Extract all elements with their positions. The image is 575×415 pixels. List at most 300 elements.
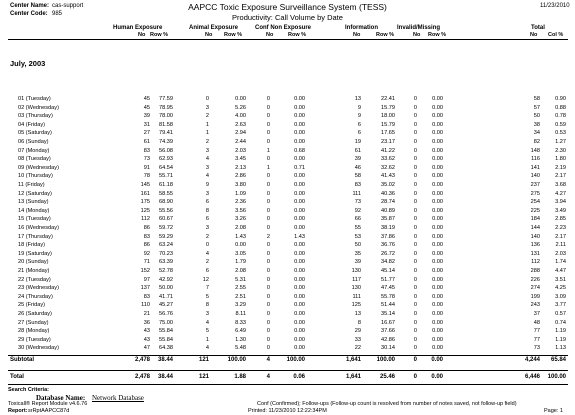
table-row	[0, 225, 575, 234]
cell-invalid-no: 0	[413, 190, 417, 197]
cell-total-no: 48	[533, 319, 540, 326]
table-row	[0, 130, 575, 139]
cell-total-no: 50	[533, 113, 540, 120]
cell-row-label: 11 (Friday)	[18, 182, 45, 188]
cell-animal-no: 12	[202, 276, 209, 283]
cell-info-no: 83	[354, 182, 361, 188]
cell-info-no: 55	[354, 225, 361, 231]
cell-animal-no: 1	[205, 336, 209, 343]
cell-invalid-row-pct: 0.00	[432, 182, 443, 188]
cell-human-row-pct: 50.00	[159, 285, 173, 292]
cell-info-row-pct: 23.17	[381, 139, 395, 145]
cell-invalid-row-pct: 0.00	[431, 357, 443, 363]
cell-animal-row-pct: 2.86	[235, 173, 246, 180]
cell-human-row-pct: 56.76	[159, 311, 173, 317]
cell-total-col-pct: 0.59	[555, 121, 566, 128]
cell-conf-no: 0	[266, 225, 270, 231]
cell-human-no: 78	[143, 173, 150, 180]
center-code-label: Center Code:	[10, 11, 48, 17]
cell-invalid-row-pct: 0.00	[432, 225, 443, 231]
cell-human-row-pct: 61.18	[159, 182, 173, 188]
module-version: Toxicall® Report Module v4.6.76	[8, 401, 88, 407]
cell-human-row-pct: 64.54	[159, 164, 173, 171]
table-row	[0, 234, 575, 243]
cell-info-no: 125	[351, 302, 361, 309]
cell-human-row-pct: 55.84	[159, 336, 173, 343]
cell-invalid-no: 0	[413, 216, 417, 223]
cell-human-row-pct: 55.71	[159, 173, 173, 180]
cell-row-label: 10 (Thursday)	[18, 173, 53, 180]
col-human-exposure: Human Exposure	[113, 25, 163, 31]
cell-animal-no: 6	[205, 199, 209, 206]
sub-animal-no: No	[205, 32, 213, 38]
cell-info-no: 35	[354, 250, 361, 257]
cell-human-no: 36	[143, 319, 150, 326]
cell-human-no: 145	[140, 182, 150, 188]
cell-invalid-row-pct: 0.00	[432, 147, 443, 154]
cell-info-row-pct: 37.86	[381, 233, 395, 240]
cell-row-label: 04 (Friday)	[18, 121, 46, 128]
cell-conf-no: 4	[266, 374, 270, 380]
cell-total-no: 57	[533, 104, 540, 111]
cell-info-row-pct: 41.43	[381, 173, 395, 180]
table-row	[0, 139, 575, 148]
cell-conf-row-pct: 0.00	[294, 268, 305, 274]
total-top-rule	[8, 370, 568, 371]
cell-conf-row-pct: 1.43	[294, 233, 305, 240]
cell-human-row-pct: 62.93	[159, 156, 173, 163]
cell-human-row-pct: 59.29	[159, 233, 173, 240]
cell-animal-row-pct: 2.08	[235, 225, 246, 231]
cell-invalid-row-pct: 0.00	[432, 113, 443, 120]
cell-invalid-no: 0	[413, 225, 417, 231]
cell-total-no: 288	[530, 268, 540, 274]
cell-invalid-row-pct: 0.00	[432, 336, 443, 343]
cell-info-no: 53	[354, 233, 361, 240]
cell-row-label: 06 (Sunday)	[18, 139, 49, 145]
table-row	[0, 242, 575, 251]
cell-human-row-pct: 58.55	[159, 190, 173, 197]
cell-human-no: 112	[141, 216, 150, 223]
cell-human-row-pct: 78.00	[159, 113, 173, 120]
cell-invalid-no: 0	[413, 276, 417, 283]
cell-total-no: 141	[530, 164, 540, 171]
cell-animal-no: 3	[205, 104, 209, 111]
cell-info-no: 33	[354, 336, 361, 343]
table-row	[0, 199, 575, 208]
cell-conf-row-pct: 0.00	[294, 113, 305, 120]
cell-invalid-row-pct: 0.00	[432, 242, 443, 249]
cell-animal-no: 6	[205, 268, 209, 274]
cell-animal-no: 0	[205, 242, 209, 249]
cell-info-no: 111	[352, 293, 361, 300]
table-row	[0, 285, 575, 294]
cell-conf-no: 0	[266, 130, 270, 137]
cell-conf-row-pct: 0.00	[294, 302, 305, 309]
cell-human-no: 110	[141, 302, 150, 309]
page-number: Page: 1	[544, 408, 563, 414]
cell-total-no: 140	[530, 233, 540, 240]
cell-animal-row-pct: 2.44	[235, 139, 246, 145]
cell-human-row-pct: 74.39	[159, 139, 173, 145]
total-row	[0, 374, 575, 383]
cell-animal-row-pct: 8.11	[235, 311, 246, 317]
cell-info-no: 1,641	[345, 357, 361, 363]
cell-invalid-row-pct: 0.00	[432, 268, 443, 274]
cell-row-label: 25 (Friday)	[18, 302, 46, 309]
cell-row-label: 08 (Tuesday)	[18, 156, 51, 163]
cell-row-label: 03 (Thursday)	[18, 113, 53, 120]
cell-total-col-pct: 2.17	[555, 233, 566, 240]
table-row	[0, 148, 575, 157]
cell-info-no: 117	[352, 276, 361, 283]
subtotal-row	[0, 357, 575, 366]
center-code-value: 985	[52, 11, 63, 17]
table-row	[0, 277, 575, 286]
cell-human-no: 43	[143, 336, 150, 343]
cell-animal-no: 4	[205, 345, 209, 352]
sub-total-col: Col %	[548, 32, 564, 38]
cell-human-no: 31	[143, 121, 150, 128]
sub-total-no: No	[530, 32, 538, 38]
cell-human-no: 45	[143, 96, 150, 102]
cell-total-col-pct: 1.27	[555, 139, 566, 145]
cell-total-no: 225	[530, 207, 540, 214]
cell-info-row-pct: 18.00	[381, 113, 395, 120]
table-row	[0, 294, 575, 303]
cell-conf-no: 0	[266, 113, 270, 120]
cell-invalid-row-pct: 0.00	[432, 96, 443, 102]
table-row	[0, 259, 575, 268]
cell-total-no: 82	[533, 139, 540, 145]
cell-conf-no: 1	[266, 164, 270, 171]
cell-info-row-pct: 37.66	[381, 328, 395, 335]
cell-row-label: 13 (Sunday)	[18, 199, 49, 206]
cell-total-col-pct: 2.19	[555, 164, 566, 171]
cell-conf-row-pct: 0.00	[294, 96, 305, 102]
cell-info-row-pct: 47.45	[381, 285, 395, 292]
cell-conf-no: 0	[266, 216, 270, 223]
cell-human-row-pct: 55.84	[159, 328, 173, 335]
cell-info-row-pct: 35.02	[381, 182, 395, 188]
cell-total-no: 199	[530, 293, 540, 300]
sub-invalid-no: No	[413, 32, 421, 38]
cell-invalid-no: 0	[413, 139, 417, 145]
cell-conf-row-pct: 0.71	[294, 164, 305, 171]
cell-conf-row-pct: 0.00	[294, 182, 305, 188]
cell-animal-row-pct: 6.49	[235, 328, 246, 335]
cell-info-no: 111	[352, 190, 361, 197]
report-id: srRptAAPCC87d	[28, 408, 70, 414]
cell-row-label: Subtotal	[10, 357, 34, 363]
conf-note: Conf (Confirmed); Follow-ups (Follow-up count is resolved from number of notes saved, not follow-up field)	[257, 401, 517, 407]
col-conf-non-exposure: Conf Non Exposure	[255, 25, 312, 31]
cell-human-row-pct: 64.38	[159, 345, 173, 352]
cell-row-label: 01 (Tuesday)	[18, 96, 51, 102]
cell-info-row-pct: 38.19	[381, 225, 395, 231]
cell-info-no: 92	[354, 207, 361, 214]
cell-human-no: 27	[143, 130, 150, 137]
cell-info-row-pct: 16.67	[381, 319, 395, 326]
cell-total-no: 131	[530, 250, 540, 257]
table-row	[0, 105, 575, 114]
cell-info-row-pct: 40.89	[381, 207, 395, 214]
cell-total-col-pct: 1.19	[555, 336, 566, 343]
cell-invalid-row-pct: 0.00	[431, 374, 443, 380]
cell-row-label: 16 (Wednesday)	[18, 225, 59, 231]
cell-info-row-pct: 26.72	[381, 250, 395, 257]
cell-human-no: 2,478	[134, 374, 150, 380]
sub-conf-row: Row %	[288, 32, 307, 38]
cell-human-row-pct: 38.44	[157, 357, 173, 363]
cell-invalid-no: 0	[413, 96, 417, 102]
database-name-label: Database Name:	[36, 394, 86, 402]
cell-invalid-row-pct: 0.00	[432, 302, 443, 309]
cell-info-no: 29	[354, 328, 361, 335]
cell-invalid-row-pct: 0.00	[432, 328, 443, 335]
cell-invalid-row-pct: 0.00	[432, 233, 443, 240]
cell-row-label: 09 (Wednesday)	[18, 164, 59, 171]
cell-animal-row-pct: 3.26	[235, 216, 246, 223]
cell-invalid-row-pct: 0.00	[432, 216, 443, 223]
table-row	[0, 302, 575, 311]
cell-invalid-row-pct: 0.00	[432, 319, 443, 326]
cell-human-row-pct: 77.59	[159, 96, 173, 102]
cell-conf-row-pct: 0.00	[294, 130, 305, 137]
cell-total-no: 237	[530, 182, 540, 188]
cell-conf-row-pct: 0.00	[294, 285, 305, 292]
cell-info-row-pct: 22.41	[381, 96, 395, 102]
cell-total-col-pct: 2.03	[555, 250, 566, 257]
cell-conf-row-pct: 0.06	[293, 374, 305, 380]
cell-info-row-pct: 15.79	[381, 121, 395, 128]
cell-human-no: 97	[143, 276, 150, 283]
cell-animal-no: 3	[205, 190, 209, 197]
cell-animal-row-pct: 0.00	[235, 242, 246, 249]
cell-conf-no: 0	[266, 328, 270, 335]
cell-info-no: 8	[357, 319, 361, 326]
cell-row-label: 28 (Monday)	[18, 328, 50, 335]
cell-animal-row-pct: 2.55	[235, 285, 246, 292]
table-row	[0, 113, 575, 122]
cell-info-no: 6	[357, 130, 361, 137]
cell-total-col-pct: 2.85	[555, 216, 566, 223]
cell-total-no: 275	[530, 190, 540, 197]
cell-invalid-no: 0	[413, 268, 417, 274]
cell-invalid-row-pct: 0.00	[432, 293, 443, 300]
cell-conf-no: 1	[266, 147, 270, 154]
cell-animal-row-pct: 2.51	[235, 293, 246, 300]
cell-invalid-no: 0	[413, 173, 417, 180]
cell-invalid-no: 0	[413, 156, 417, 163]
cell-conf-no: 0	[266, 207, 270, 214]
cell-total-col-pct: 2.11	[555, 242, 566, 249]
cell-animal-row-pct: 1.43	[235, 233, 246, 240]
cell-info-no: 13	[354, 311, 361, 317]
cell-row-label: 15 (Tuesday)	[18, 216, 51, 223]
cell-conf-no: 0	[266, 276, 270, 283]
cell-conf-row-pct: 0.00	[294, 156, 305, 163]
cell-invalid-no: 0	[413, 164, 417, 171]
cell-animal-no: 1	[205, 121, 209, 128]
cell-total-no: 144	[530, 225, 540, 231]
cell-human-row-pct: 60.67	[159, 216, 173, 223]
cell-human-row-pct: 63.24	[159, 242, 173, 249]
database-name-link[interactable]: Network Database	[92, 394, 144, 402]
cell-total-col-pct: 0.53	[555, 130, 566, 137]
cell-conf-no: 0	[266, 96, 270, 102]
cell-animal-no: 6	[205, 216, 209, 223]
cell-human-row-pct: 38.44	[157, 374, 173, 380]
cell-row-label: 19 (Saturday)	[18, 250, 52, 257]
cell-conf-no: 0	[266, 311, 270, 317]
cell-conf-row-pct: 0.00	[294, 190, 305, 197]
cell-total-no: 6,446	[524, 374, 540, 380]
cell-row-label: 05 (Saturday)	[18, 130, 52, 137]
cell-total-no: 37	[533, 311, 540, 317]
cell-info-row-pct: 15.79	[381, 104, 395, 111]
cell-info-row-pct: 33.62	[381, 156, 395, 163]
cell-conf-no: 0	[266, 156, 270, 163]
cell-conf-no: 0	[266, 242, 270, 249]
cell-human-no: 83	[143, 147, 150, 154]
cell-animal-no: 2	[205, 233, 209, 240]
cell-animal-no: 3	[205, 147, 209, 154]
cell-total-col-pct: 1.80	[555, 156, 566, 163]
cell-human-row-pct: 59.72	[159, 225, 173, 231]
cell-invalid-row-pct: 0.00	[432, 259, 443, 266]
cell-conf-no: 0	[266, 182, 270, 188]
table-row	[0, 216, 575, 225]
cell-total-col-pct: 2.17	[555, 173, 566, 180]
cell-animal-row-pct: 2.08	[235, 268, 246, 274]
cell-info-row-pct: 45.14	[381, 268, 395, 274]
cell-human-no: 47	[143, 345, 150, 352]
cell-animal-no: 4	[205, 156, 209, 163]
cell-info-row-pct: 28.74	[381, 199, 395, 206]
report-title: AAPCC Toxic Exposure Surveillance System (TESS)	[188, 2, 387, 12]
cell-human-no: 92	[143, 250, 150, 257]
cell-conf-row-pct: 100.00	[286, 357, 305, 363]
cell-human-row-pct: 68.90	[159, 199, 173, 206]
cell-total-no: 254	[530, 199, 540, 206]
cell-invalid-no: 0	[413, 345, 417, 352]
cell-conf-no: 0	[266, 250, 270, 257]
cell-invalid-row-pct: 0.00	[432, 199, 443, 206]
cell-animal-no: 9	[205, 182, 209, 188]
cell-human-row-pct: 52.78	[159, 268, 173, 274]
cell-animal-no: 2	[205, 139, 209, 145]
cell-human-no: 161	[140, 190, 150, 197]
cell-info-no: 13	[354, 96, 361, 102]
cell-total-no: 136	[530, 242, 540, 249]
cell-conf-row-pct: 0.00	[294, 139, 305, 145]
cell-invalid-row-pct: 0.00	[432, 207, 443, 214]
cell-invalid-row-pct: 0.00	[432, 311, 443, 317]
cell-invalid-row-pct: 0.00	[432, 173, 443, 180]
cell-info-row-pct: 17.65	[381, 130, 395, 137]
cell-human-no: 86	[143, 225, 150, 231]
cell-human-row-pct: 45.27	[159, 302, 173, 309]
cell-row-label: 29 (Tuesday)	[18, 336, 51, 343]
cell-total-col-pct: 3.51	[555, 276, 566, 283]
cell-row-label: 12 (Saturday)	[18, 190, 52, 197]
cell-conf-row-pct: 0.00	[294, 319, 305, 326]
sub-conf-no: No	[266, 32, 274, 38]
cell-animal-row-pct: 8.33	[235, 319, 246, 326]
cell-row-label: 21 (Monday)	[18, 268, 50, 274]
header-rule	[8, 39, 568, 40]
report-subtitle: Productivity: Call Volume by Date	[232, 13, 343, 22]
cell-animal-no: 7	[205, 285, 209, 292]
cell-animal-row-pct: 0.00	[235, 96, 246, 102]
table-row	[0, 191, 575, 200]
cell-human-no: 86	[143, 242, 150, 249]
cell-total-col-pct: 4.25	[555, 285, 566, 292]
cell-animal-no: 8	[205, 207, 209, 214]
cell-total-no: 73	[533, 345, 540, 352]
cell-info-no: 1,641	[345, 374, 361, 380]
cell-row-label: 14 (Monday)	[18, 207, 50, 214]
cell-invalid-no: 0	[413, 147, 417, 154]
cell-animal-row-pct: 2.03	[235, 147, 246, 154]
cell-info-row-pct: 32.62	[381, 164, 395, 171]
cell-animal-no: 3	[205, 311, 209, 317]
cell-info-no: 9	[357, 113, 361, 120]
center-name-label: Center Name:	[10, 3, 50, 9]
cell-info-row-pct: 41.22	[381, 147, 395, 154]
search-criteria-label: Search Criteria:	[8, 387, 49, 393]
cell-info-no: 73	[354, 199, 361, 206]
cell-conf-no: 0	[266, 121, 270, 128]
cell-invalid-no: 0	[413, 357, 417, 363]
cell-total-col-pct: 3.09	[555, 293, 566, 300]
cell-conf-row-pct: 0.00	[294, 328, 305, 335]
cell-human-no: 91	[143, 164, 150, 171]
cell-conf-no: 0	[266, 139, 270, 145]
cell-invalid-row-pct: 0.00	[432, 250, 443, 257]
cell-info-no: 130	[351, 285, 361, 292]
cell-total-no: 58	[533, 96, 540, 102]
cell-info-row-pct: 100.00	[376, 357, 395, 363]
cell-animal-no: 2	[205, 259, 209, 266]
cell-human-row-pct: 81.58	[159, 121, 173, 128]
cell-info-row-pct: 34.82	[381, 259, 395, 266]
cell-conf-row-pct: 0.00	[294, 199, 305, 206]
cell-invalid-no: 0	[413, 374, 417, 380]
printed-timestamp: Printed: 11/23/2010 12:22:34PM	[248, 408, 327, 414]
table-row	[0, 268, 575, 277]
table-row	[0, 337, 575, 346]
cell-total-col-pct: 0.88	[555, 104, 566, 111]
cell-human-no: 39	[143, 113, 150, 120]
cell-invalid-no: 0	[413, 302, 417, 309]
cell-invalid-no: 0	[413, 113, 417, 120]
cell-info-row-pct: 35.87	[381, 216, 395, 223]
cell-total-col-pct: 2.30	[555, 147, 566, 154]
cell-invalid-no: 0	[413, 259, 417, 266]
cell-conf-no: 2	[266, 233, 270, 240]
cell-total-no: 77	[533, 328, 540, 335]
cell-human-no: 43	[143, 328, 150, 335]
cell-info-row-pct: 42.86	[381, 336, 395, 343]
cell-row-label: 24 (Thursday)	[18, 293, 53, 300]
cell-conf-no: 0	[266, 190, 270, 197]
cell-conf-no: 0	[266, 345, 270, 352]
cell-row-label: 17 (Thursday)	[18, 233, 53, 240]
col-information: Information	[345, 25, 378, 31]
cell-total-no: 243	[530, 302, 540, 309]
